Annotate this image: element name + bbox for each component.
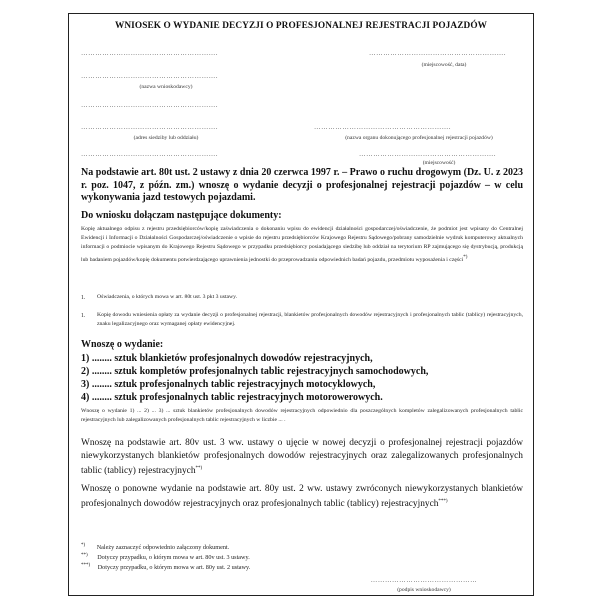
- justification-text: Wnoszę o wydanie 1) ... 2) ... 3) ... sztuk blankietów profesjonalnych dowodów rejestracyjnych odpowiednio dla poszczególnych kompletów zalegalizowanych profesjonalnych tablic rejestracyjnych lub zalegalizowanych profesjonalnych tablic rejestracyjnych w liczbie ... .: [81, 408, 523, 424]
- form-page: [68, 13, 534, 596]
- authority-label: (nazwa organu dokonującego profesjonalnej rejestracji pojazdów): [345, 135, 493, 141]
- request-item-4[interactable]: 4) ........ sztuk profesjonalnych tablic rejestracyjnych motorowerowych.: [81, 392, 383, 403]
- request-heading: Wnoszę o wydanie:: [81, 339, 164, 350]
- attachment-1-text: Kopię aktualnego odpisu z rejestru przedsiębiorców/kopię zaświadczenia o dokonaniu wpisu do ewidencji działalności gospodarczej/oświadczenie, że podmiot jest wpisany do Centralnej Ewidencji i Informacji o Działalności Gospodarczej/oświadczenie o wpisie do rejestru przedsiębiorców Krajowego Rejestru Sądowego/pobrany samodzielnie wydruk komputerowy aktualnych informacji o podmiocie wpisanym do Krajowego Rejestru Sądowego w przypadku przedsiębiorcy posiadającego siedzibę lub oddział na terytorium RP zajmującego się dystrybucją, produkcją lub badaniem pojazdów/kopię dokumentu potwierdzającego uprawnienia jednostki do przeprowadzania odpowiednich badań pojazdu, przedmiotu wyposażenia i części: [81, 226, 523, 263]
- footnote-3: [81, 562, 250, 572]
- intro-paragraph: [81, 167, 523, 205]
- para-80y-text: Wnoszę o ponowne wydanie na podstawie art. 80y ust. 2 ww. ustawy zwróconych niewykorzystanych blankietów profesjonalnych dowodów rejestracyjnych oraz profesjonalnych tablic (tablicy) rejestracyjnych: [81, 484, 523, 509]
- attachment-2: Oświadczenia, o których mowa w art. 80t ust. 3 pkt 3 ustawy.: [97, 294, 238, 300]
- signature-label: (podpis wnioskodawcy): [397, 587, 451, 593]
- attachment-2-num: 1.: [81, 295, 86, 301]
- para-80y-mark: ***): [438, 498, 448, 504]
- place-date-label: (miejscowość, data): [421, 62, 467, 68]
- attachment-3: Kopię dowodu wniesienia opłaty za wydanie decyzji o profesjonalnej rejestracji, blankietów profesjonalnych dowodów rejestracyjnych i profesjonalnych tablic (tablicy) rejestracyjnych, znaku legalizacyjnego oraz wymaganej opłaty ewidencyjnej.: [97, 312, 523, 328]
- footnote-2-mark: **): [81, 553, 88, 558]
- extra-right-field[interactable]: ………………………………………………….: [359, 151, 497, 158]
- form-title: WNIOSEK O WYDANIE DECYZJI O PROFESJONALNEJ REJESTRACJI POJAZDÓW: [114, 21, 488, 31]
- attachment-1-mark: *): [463, 254, 468, 260]
- request-item-2[interactable]: 2) ........ sztuk kompletów profesjonalnych tablic rejestracyjnych samochodowych,: [81, 366, 429, 377]
- applicant-name-field[interactable]: ………………………………………………….: [81, 50, 219, 57]
- intro-text: Na podstawie art. 80t ust. 2 ustawy z dnia 20 czerwca 1997 r. – Prawo o ruchu drogowym (Dz. U. z 2023 r. poz. 1047, z późn. zm.) wnoszę o wydanie decyzji o profesjonalnej rejestracji pojazdów – w celu wykonywania jazd testowych pojazdami.: [81, 167, 523, 204]
- footnote-3-text: Dotyczy przypadku, o którym mowa w art. 80y ust. 2 ustawy.: [97, 564, 251, 572]
- para-80v-text: Wnoszę na podstawie art. 80v ust. 3 ww. ustawy o ujęcie w nowej decyzji o profesjonalnej rejestracji pojazdów niewykorzystanych blankietów profesjonalnych dowodów rejestracyjnych oraz zalegalizowanych profesjonalnych tablic (tablicy) rejestracyjnych: [81, 438, 523, 476]
- attachment-3-num: 1.: [81, 313, 86, 319]
- signature-field[interactable]: ………………………………………: [370, 577, 478, 584]
- attachments-heading: Do wniosku dołączam następujące dokumenty:: [81, 210, 282, 221]
- footnote-1-mark: *): [81, 543, 86, 548]
- extra-right-label: (miejscowość): [422, 160, 456, 166]
- applicant-name-field-2[interactable]: ………………………………………………….: [81, 73, 219, 80]
- address-label: (adres siedziby lub oddziału): [133, 135, 199, 141]
- para-80y: [81, 483, 523, 511]
- footnote-1-text: Należy zaznaczyć odpowiednio załączony dokument.: [96, 544, 230, 552]
- request-item-1[interactable]: 1) ........ sztuk blankietów profesjonalnych dowodów rejestracyjnych,: [81, 353, 373, 364]
- footnote-2-text: Dotyczy przypadku, o którym mowa w art. 80v ust. 3 ustawy.: [97, 554, 250, 562]
- request-item-3[interactable]: 3) ........ sztuk profesjonalnych tablic rejestracyjnych motocyklowych,: [81, 379, 376, 390]
- footnote-2: [81, 552, 250, 562]
- authority-field[interactable]: ………………………………………………….: [314, 124, 452, 131]
- para-80v: [81, 437, 523, 478]
- extra-left-field[interactable]: ………………………………………………….: [81, 151, 219, 158]
- applicant-address-field-1[interactable]: ………………………………………………….: [81, 102, 219, 109]
- applicant-name-label: (nazwa wnioskodawcy): [139, 84, 193, 90]
- footnote-3-mark: ***): [81, 563, 91, 568]
- place-date-field[interactable]: ………………………………………………….: [369, 50, 507, 57]
- address-field[interactable]: ………………………………………………….: [81, 124, 219, 131]
- para-80v-mark: **): [195, 465, 203, 471]
- attachment-1: [81, 225, 523, 265]
- footnote-1: [81, 542, 229, 552]
